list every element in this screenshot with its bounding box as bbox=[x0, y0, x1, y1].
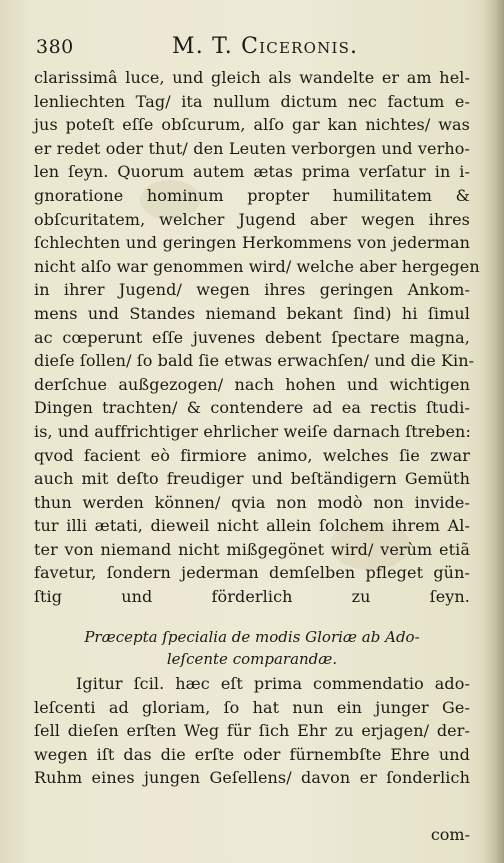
text-line: gnoratione hominum propter humilitatem & bbox=[34, 185, 470, 205]
text-line: clarissimâ luce, und gleich als wandelte er am hel- bbox=[34, 68, 470, 87]
text-line: in ihrer Jugend/ wegen ihres geringen Ankom- bbox=[34, 280, 470, 300]
section-heading bbox=[34, 626, 470, 670]
text-line: is, und auffrichtiger ehrlicher weiſe darnach ſtreben: bbox=[34, 421, 471, 441]
text-line: favetur, ſondern jederman demſelben pfleget gün- bbox=[34, 563, 470, 583]
running-head: M. T. Ciceronis. bbox=[172, 34, 359, 59]
main-paragraph bbox=[34, 66, 480, 632]
text-line: jus poteſt eſſe obſcurum, alſo gar kan nichtes/ was bbox=[34, 115, 470, 135]
text-line: derſchue außgezogen/ nach hohen und wichtigen bbox=[34, 374, 470, 394]
text-line: ac cœperunt eſſe juvenes debent ſpectare magna, bbox=[34, 327, 470, 347]
text-line: leſcenti ad gloriam, ſo hat nun ein junger Ge- bbox=[34, 697, 470, 717]
text-line: Ruhm eines jungen Geſellens/ davon er ſonderlich bbox=[34, 768, 470, 788]
text-line: len ſeyn. Quorum autem ætas prima verſatur in i- bbox=[34, 162, 470, 182]
text-line: lenliechten Tag/ ita nullum dictum nec factum e- bbox=[34, 91, 470, 111]
text-line: wegen iſt das die erſte oder fürnembſte Ehre und bbox=[34, 744, 470, 764]
text-line: er redet oder thut/ den Leuten verborgen und verho- bbox=[34, 138, 470, 158]
text-line bbox=[34, 790, 470, 814]
page-number: 380 bbox=[36, 36, 74, 58]
heading-line: leſcente comparandæ. bbox=[166, 650, 338, 668]
text-line: obſcuritatem, welcher Jugend aber wegen ihres bbox=[34, 209, 470, 229]
text-line: Igitur ſcil. hæc eſt prima commendatio ado- bbox=[76, 674, 470, 693]
text-line: ſchlechten und geringen Herkommens von jederman bbox=[34, 233, 470, 253]
text-line: Dingen trachten/ & contendere ad ea rectis ſtudi- bbox=[34, 398, 470, 418]
page-header bbox=[36, 36, 466, 66]
catchword: com- bbox=[430, 825, 470, 844]
text-line: nicht alſo war genommen wird/ welche aber hergegen bbox=[34, 256, 480, 276]
heading-line: Præcepta ſpecialia de modis Gloriæ ab Ado- bbox=[84, 628, 420, 646]
text-line: mens und Standes niemand bekant ſind) hi ſimul bbox=[34, 303, 470, 323]
text-line: ſtig und förderlich zu ſeyn. bbox=[34, 587, 470, 607]
text-line: thun werden können/ qvia non modò non invide- bbox=[34, 492, 470, 512]
text-line: tur illi ætati, dieweil nicht allein ſolchem ihrem Al- bbox=[34, 516, 470, 536]
text-line: ter von niemand nicht mißgegönet wird/ verùm etiã bbox=[34, 539, 470, 559]
binding-gutter-shadow bbox=[482, 0, 504, 863]
second-paragraph bbox=[34, 672, 470, 814]
text-line: dieſe ſollen/ ſo bald ſie etwas erwachſen/ und die Kin- bbox=[34, 351, 475, 371]
text-line: qvod facient eò firmiore animo, welches ſie zwar bbox=[34, 445, 470, 465]
text-line: auch mit deſto freudiger und beſtändigern Gemüth bbox=[34, 469, 470, 489]
text-line: ſell dieſen erſten Weg für ſich Ehr zu erjagen/ der- bbox=[34, 721, 470, 741]
